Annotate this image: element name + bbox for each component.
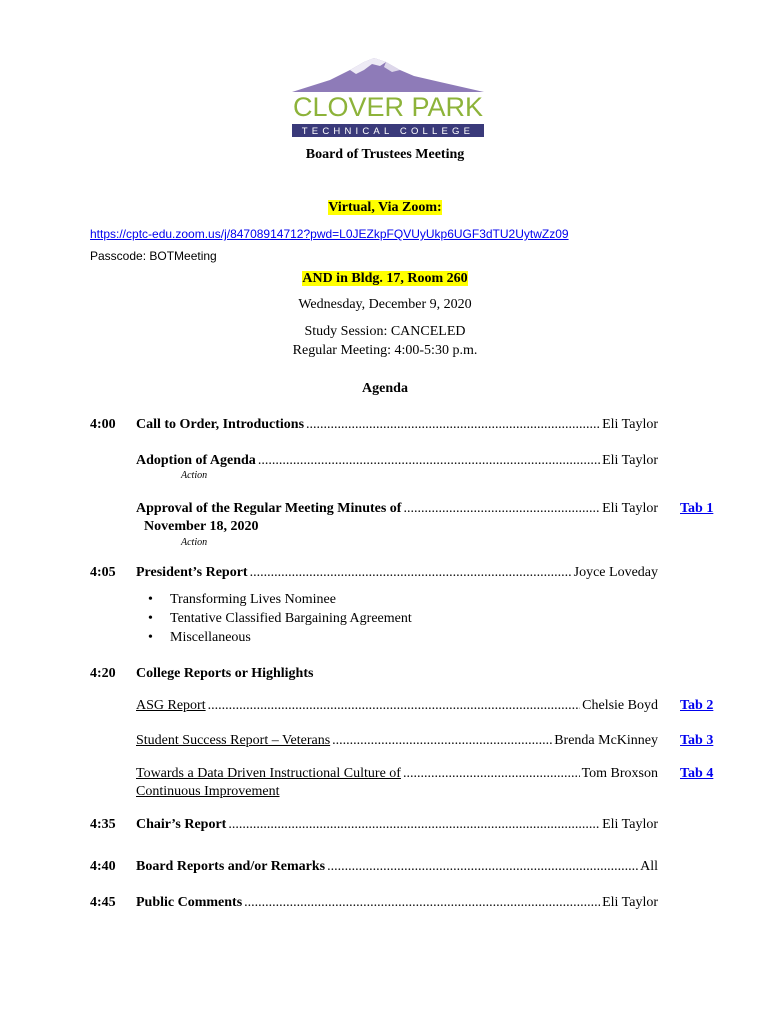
agenda-item-data-culture: [136, 766, 658, 782]
leader-dots: [228, 817, 600, 833]
leader-dots: [306, 417, 600, 433]
leader-dots: [208, 698, 581, 714]
tab-2-link[interactable]: Tab 2: [680, 698, 714, 713]
bullet-icon: •: [148, 592, 153, 607]
list-item: • Miscellaneous: [148, 630, 251, 645]
agenda-heading: Agenda: [362, 381, 408, 396]
meeting-date: Wednesday, December 9, 2020: [298, 297, 472, 312]
item-title-line2: November 18, 2020: [144, 519, 259, 534]
time-4-00: 4:00: [90, 417, 116, 432]
agenda-item-board: [136, 859, 658, 875]
agenda-item-public-comments: [136, 895, 658, 911]
item-title: Board Reports and/or Remarks: [136, 859, 326, 874]
presenter: Eli Taylor: [602, 417, 658, 432]
leader-dots: [250, 565, 572, 581]
item-title: Call to Order, Introductions: [136, 417, 305, 432]
regular-meeting-time: Regular Meeting: 4:00-5:30 p.m.: [292, 343, 478, 358]
list-item: • Tentative Classified Bargaining Agreement: [148, 611, 412, 626]
leader-dots: [403, 766, 580, 782]
agenda-item-approval: [136, 501, 658, 517]
list-item: • Transforming Lives Nominee: [148, 592, 336, 607]
time-4-45: 4:45: [90, 895, 116, 910]
tab-3-link[interactable]: Tab 3: [680, 733, 714, 748]
virtual-heading: Virtual, Via Zoom:: [328, 200, 442, 215]
item-title: Approval of the Regular Meeting Minutes of: [136, 501, 402, 516]
action-note: Action: [181, 470, 208, 481]
svg-text:CLOVER PARK: CLOVER PARK: [292, 92, 484, 122]
president-report-bullets: [148, 590, 412, 647]
presenter: Chelsie Boyd: [582, 698, 658, 713]
tab-1-link[interactable]: Tab 1: [680, 501, 714, 516]
leader-dots: [244, 895, 600, 911]
time-4-40: 4:40: [90, 859, 116, 874]
college-reports-title: College Reports or Highlights: [136, 666, 314, 681]
item-title: Towards a Data Driven Instructional Culture of: [136, 766, 401, 781]
presenter: Eli Taylor: [602, 501, 658, 516]
item-title: Student Success Report – Veterans: [136, 733, 331, 748]
time-4-05: 4:05: [90, 565, 116, 580]
agenda-item-chair: [136, 817, 658, 833]
presenter: Eli Taylor: [602, 895, 658, 910]
action-note: Action: [181, 537, 208, 548]
time-4-20: 4:20: [90, 666, 116, 681]
agenda-item-adoption: [136, 453, 658, 469]
virtual-heading-wrap: [0, 200, 770, 216]
study-session: Study Session: CANCELED: [304, 324, 466, 339]
location-heading: AND in Bldg. 17, Room 260: [302, 271, 468, 286]
item-title: Adoption of Agenda: [136, 453, 256, 468]
time-4-35: 4:35: [90, 817, 116, 832]
college-logo: [290, 52, 486, 140]
presenter: All: [640, 859, 658, 874]
passcode: Passcode: BOTMeeting: [90, 249, 217, 263]
item-title: Public Comments: [136, 895, 243, 910]
item-title: Chair’s Report: [136, 817, 227, 832]
leader-dots: [258, 453, 600, 469]
presenter: Tom Broxson: [581, 766, 658, 781]
zoom-link[interactable]: https://cptc-edu.zoom.us/j/84708914712?pwd=L0JEZkpFQVUyUkp6UGF3dTU2UytwZz09: [90, 227, 569, 241]
presenter: Eli Taylor: [602, 817, 658, 832]
tab-4-link[interactable]: Tab 4: [680, 766, 714, 781]
svg-text:TECHNICAL COLLEGE: TECHNICAL COLLEGE: [301, 126, 475, 137]
presenter: Joyce Loveday: [573, 565, 658, 580]
agenda-item-veterans: [136, 733, 658, 749]
agenda-item-call-to-order: [136, 417, 658, 433]
agenda-item-president: [136, 565, 658, 581]
presenter: Eli Taylor: [602, 453, 658, 468]
item-title: ASG Report: [136, 698, 206, 713]
leader-dots: [327, 859, 638, 875]
mountain-logo-graphic: [290, 52, 486, 140]
zoom-link-wrap: [90, 227, 569, 241]
presenter: Brenda McKinney: [554, 733, 658, 748]
location-heading-wrap: [0, 271, 770, 287]
meeting-title: Board of Trustees Meeting: [305, 147, 465, 162]
item-title-line2: Continuous Improvement: [136, 784, 280, 799]
agenda-item-asg: [136, 698, 658, 714]
leader-dots: [332, 733, 552, 749]
leader-dots: [403, 501, 600, 517]
bullet-icon: •: [148, 611, 153, 626]
bullet-icon: •: [148, 630, 153, 645]
item-title: President’s Report: [136, 565, 248, 580]
